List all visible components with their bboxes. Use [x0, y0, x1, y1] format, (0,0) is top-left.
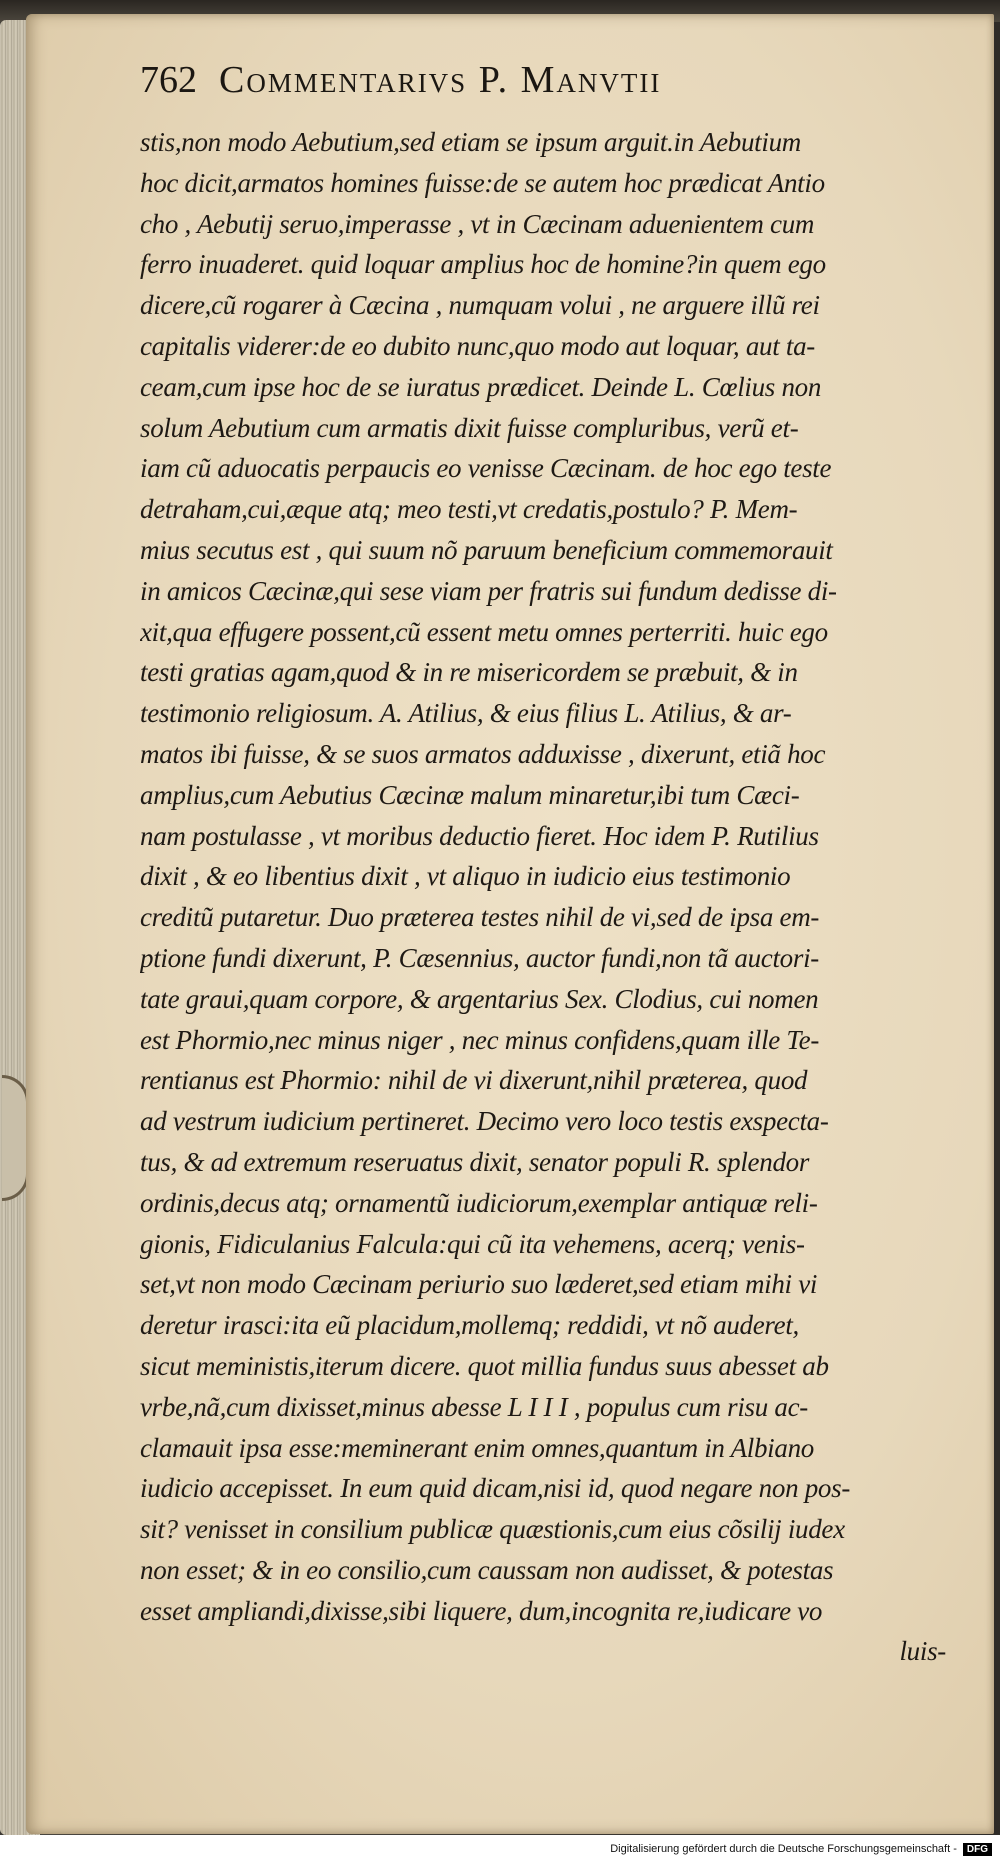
- text-line: vrbe,nã,cum dixisset,minus abesse L I I I , populus cum risu ac-: [140, 1391, 808, 1422]
- text-line: ordinis,decus atq; ornamentũ iudiciorum,exemplar antiquæ reli-: [140, 1187, 818, 1218]
- text-line: esset ampliandi,dixisse,sibi liquere, dum,incognita re,iudicare vo: [140, 1595, 823, 1626]
- text-line: capitalis viderer:de eo dubito nunc,quo modo aut loquar, aut ta-: [140, 330, 815, 361]
- text-line: cho , Aebutij seruo,imperasse , vt in Cæcinam aduenientem cum: [140, 208, 815, 239]
- text-line: tate graui,quam corpore, & argentarius Sex. Clodius, cui nomen: [140, 983, 819, 1014]
- text-line: sit? venisset in consilium publicæ quæstionis,cum eius cõsilij iudex: [140, 1514, 845, 1545]
- text-line: in amicos Cæcinæ,qui sese viam per fratris sui fundum dedisse di-: [140, 575, 837, 606]
- text-line: ptione fundi dixerunt, P. Cæsennius, auctor fundi,non tã auctori-: [140, 942, 819, 973]
- text-line: rentianus est Phormio: nihil de vi dixerunt,nihil præterea, quod: [140, 1065, 808, 1096]
- text-line: luis-: [899, 1636, 946, 1667]
- text-line: set,vt non modo Cæcinam periurio suo læderet,sed etiam mihi vi: [140, 1269, 818, 1300]
- text-line: non esset; & in eo consilio,cum caussam non audisset, & potestas: [140, 1554, 834, 1585]
- text-line: mius secutus est , qui suum nõ paruum beneficium commemorauit: [140, 534, 833, 565]
- text-line: creditũ putaretur. Duo præterea testes nihil de vi,sed de ipsa em-: [140, 902, 820, 933]
- text-line: est Phormio,nec minus niger , nec minus confidens,quam ille Te-: [140, 1024, 820, 1055]
- text-line: iudicio accepisset. In eum quid dicam,nisi id, quod negare non pos-: [140, 1473, 851, 1504]
- text-line: stis,non modo Aebutium,sed etiam se ipsum arguit.in Aebutium: [140, 127, 801, 157]
- text-line: ferro inuaderet. quid loquar amplius hoc de homine?in quem ego: [140, 249, 826, 280]
- text-line: tus, & ad extremum reseruatus dixit, senator populi R. splendor: [140, 1146, 810, 1177]
- text-line: solum Aebutium cum armatis dixit fuisse compluribus, verũ et-: [140, 412, 799, 443]
- text-line: xit,qua effugere possent,cũ essent metu omnes perterriti. huic ego: [140, 616, 828, 647]
- text-line: sicut meministis,iterum dicere. quot millia fundus suus abesset ab: [140, 1350, 829, 1381]
- text-line: dicere,cũ rogarer à Cæcina , numquam volui , ne arguere illũ rei: [140, 290, 820, 321]
- footer-credit: Digitalisierung gefördert durch die Deutsche Forschungsgemeinschaft -: [610, 1843, 957, 1855]
- text-line: gionis, Fidiculanius Falcula:qui cũ ita vehemens, acerq; venis-: [140, 1228, 805, 1259]
- running-title: Commentarivs P. Manvtii: [219, 59, 662, 101]
- text-line: clamauit ipsa esse:meminerant enim omnes,quantum in Albiano: [140, 1432, 814, 1463]
- text-line: deretur irasci:ita eũ placidum,mollemq; reddidi, vt nõ auderet,: [140, 1310, 799, 1341]
- text-line: detraham,cui,æque atq; meo testi,vt credatis,postulo? P. Mem-: [140, 494, 798, 525]
- page-header: [140, 58, 940, 102]
- body-text: [140, 122, 952, 1672]
- digitization-footer: [0, 1835, 1000, 1863]
- text-line: ad vestrum iudicium pertineret. Decimo vero loco testis exspecta-: [140, 1106, 829, 1137]
- page-number: 762: [140, 59, 197, 101]
- book-clasp: [2, 1075, 29, 1201]
- text-line: iam cũ aduocatis perpaucis eo venisse Cæcinam. de hoc ego teste: [140, 453, 832, 484]
- text-line: dixit , & eo libentius dixit , vt aliquo in iudicio eius testimonio: [140, 861, 791, 892]
- text-line: ceam,cum ipse hoc de se iuratus prædicet. Deinde L. Cœlius non: [140, 371, 822, 402]
- text-line: testimonio religiosum. A. Atilius, & eius filius L. Atilius, & ar-: [140, 698, 792, 729]
- dfg-logo: DFG: [963, 1843, 992, 1856]
- text-line: nam postulasse , vt moribus deductio fieret. Hoc idem P. Rutilius: [140, 820, 819, 851]
- text-line: hoc dicit,armatos homines fuisse:de se autem hoc prædicat Antio: [140, 167, 825, 198]
- text-line: amplius,cum Aebutius Cæcinæ malum minaretur,ibi tum Cæci-: [140, 779, 800, 810]
- text-line: testi gratias agam,quod & in re misericordem se præbuit, & in: [140, 657, 798, 688]
- text-line: matos ibi fuisse, & se suos armatos adduxisse , dixerunt, etiã hoc: [140, 738, 826, 769]
